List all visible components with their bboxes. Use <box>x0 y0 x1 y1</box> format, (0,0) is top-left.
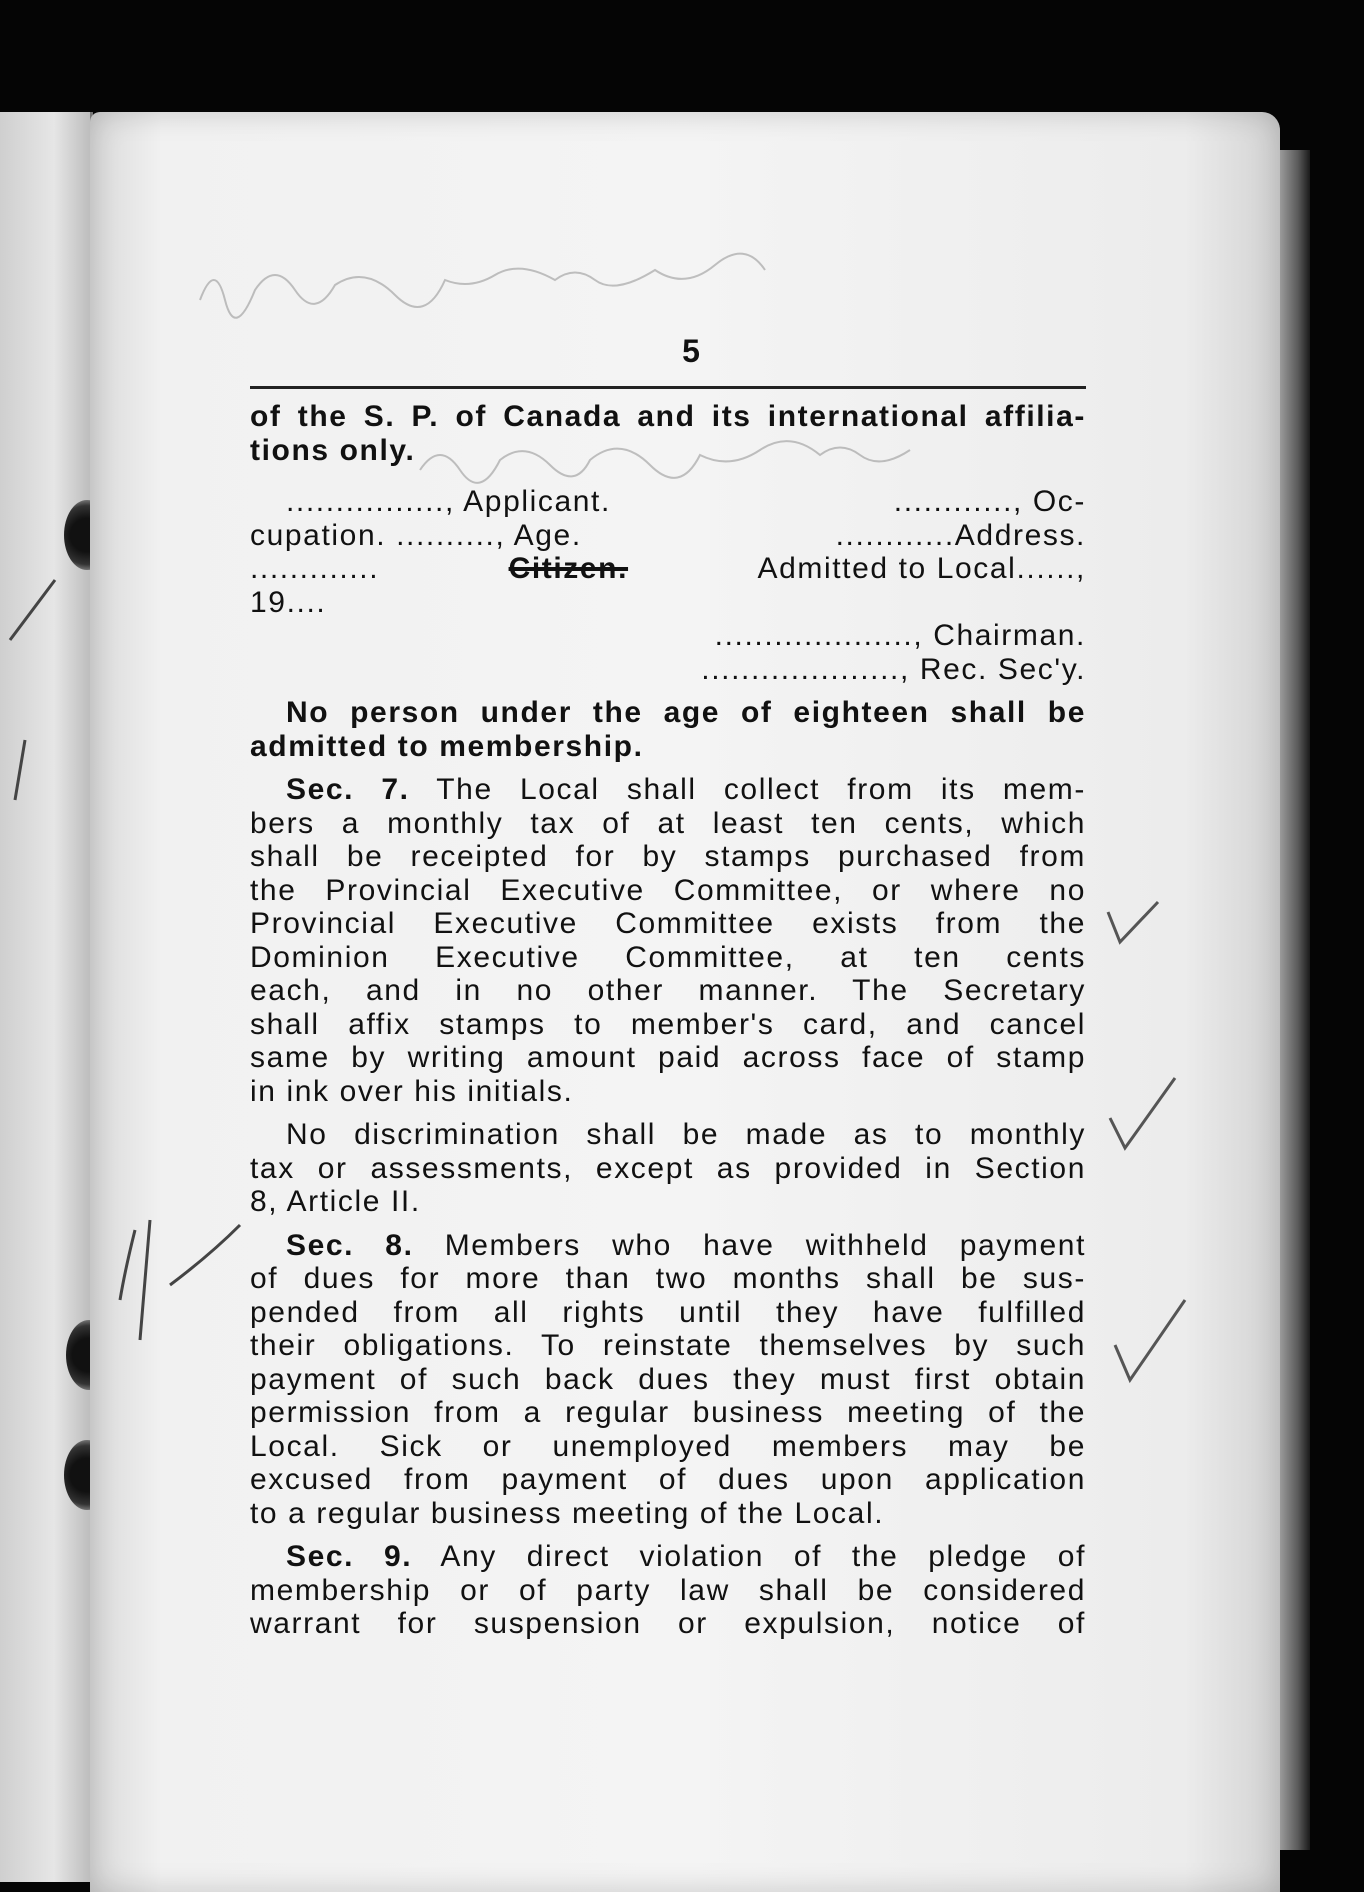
text-line: bers a monthly tax of at least ten cents, which <box>250 806 1086 840</box>
age-rule-paragraph <box>250 696 1086 763</box>
header-rule <box>250 386 1086 389</box>
form-row <box>250 485 1086 519</box>
applicant-field: ................, Applicant. <box>286 485 611 518</box>
intro-paragraph <box>250 400 1086 467</box>
section-heading: Sec. 7. <box>286 773 410 806</box>
text-line: to a regular business meeting of the Local. <box>250 1496 885 1530</box>
text-line: Provincial Executive Committee exists from the <box>250 907 1086 940</box>
admitted-field: Admitted to Local......, <box>757 552 1086 585</box>
discrimination-paragraph <box>250 1118 1086 1219</box>
text-line: Local. Sick or unemployed members may be <box>250 1429 1086 1463</box>
text-line: warrant for suspension or expulsion, notice of <box>250 1607 1086 1640</box>
text-line: each, and in no other manner. The Secretary <box>250 974 1086 1007</box>
text-line: Dominion Executive Committee, at ten cents <box>250 940 1086 974</box>
text-line <box>250 773 1086 807</box>
text-line <box>250 1540 1086 1574</box>
page-body <box>250 400 1086 1651</box>
text-line: 8, Article II. <box>250 1185 421 1218</box>
form-row <box>250 552 1086 586</box>
text-line: excused from payment of dues upon application <box>250 1463 1086 1496</box>
membership-form <box>250 485 1086 686</box>
form-row <box>250 519 1086 553</box>
text-line <box>250 1229 1086 1263</box>
intro-line: of the S. P. of Canada and its international affilia- <box>250 400 1086 433</box>
section-heading: Sec. 9. <box>286 1540 413 1573</box>
text-line: shall be receipted for by stamps purchased from <box>250 840 1086 873</box>
facing-page-edge <box>0 112 93 1882</box>
text-line: membership or of party law shall be considered <box>250 1573 1086 1607</box>
text-line: Members who have withheld payment <box>444 1228 1086 1262</box>
text-line: shall affix stamps to member's card, and cancel <box>250 1007 1086 1041</box>
section-8 <box>250 1229 1086 1531</box>
text-line: The Local shall collect from its mem- <box>436 773 1086 806</box>
text-line: payment of such back dues they must first obtain <box>250 1362 1086 1396</box>
secretary-field: ...................., Rec. Sec'y. <box>701 652 1086 686</box>
text-line: pended from all rights until they have fulfilled <box>250 1295 1086 1329</box>
text-line: permission from a regular business meeting of the <box>250 1396 1086 1429</box>
text-line: No discrimination shall be made as to monthly <box>286 1118 1086 1151</box>
text-line: tax or assessments, except as provided in Section <box>250 1151 1086 1185</box>
chairman-field: ...................., Chairman. <box>714 619 1086 652</box>
page-number: 5 <box>682 333 700 369</box>
section-9 <box>250 1540 1086 1641</box>
text-line: in ink over his initials. <box>250 1074 574 1108</box>
dots: ............. <box>250 552 380 585</box>
intro-line: tions only. <box>250 433 416 467</box>
age-field: cupation. .........., Age. <box>250 518 582 552</box>
section-heading: Sec. 8. <box>286 1228 414 1262</box>
year-field: 19.... <box>250 585 327 619</box>
section-7 <box>250 773 1086 1108</box>
text-line: the Provincial Executive Committee, or where no <box>250 873 1086 907</box>
struck-citizen: Citizen. <box>508 552 629 585</box>
text-line: No person under the age of eighteen shall be <box>286 696 1086 729</box>
page-edge-shadow <box>1280 150 1310 1850</box>
text-line: Any direct violation of the pledge of <box>440 1540 1087 1573</box>
text-line: admitted to membership. <box>250 729 644 763</box>
text-line: same by writing amount paid across face of stamp <box>250 1041 1086 1074</box>
text-line: of dues for more than two months shall be sus- <box>250 1262 1086 1295</box>
text-line: their obligations. To reinstate themselves by such <box>250 1329 1086 1362</box>
occupation-field: ............, Oc- <box>893 485 1086 518</box>
address-field: ............Address. <box>835 518 1086 552</box>
